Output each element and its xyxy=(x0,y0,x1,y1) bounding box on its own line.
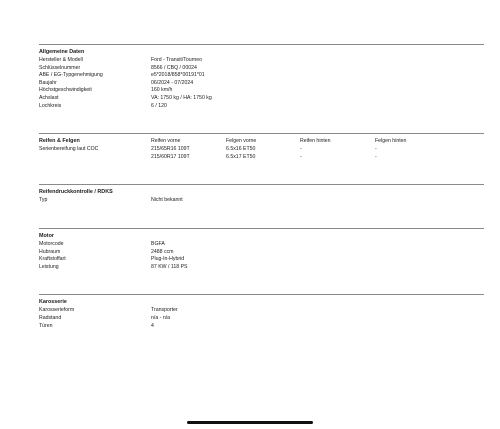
row-label: Höchstgeschwindigkeit xyxy=(39,87,92,94)
row-value: n/a - n/a xyxy=(151,314,171,321)
column-header-front-rims: Felgen vorne xyxy=(226,138,257,145)
rim-front-size: 6.5x16 ET50 xyxy=(226,146,256,153)
tire-front-size: 215/65R16 109T xyxy=(151,146,190,153)
column-header-front-tires: Reifen vorne xyxy=(151,138,181,145)
row-label: Karosserieform xyxy=(39,307,75,314)
body-row-form xyxy=(39,307,484,315)
general-row-manufacturer xyxy=(39,57,484,65)
section-title-rdks: Reifendruckkontrolle / RDKS xyxy=(39,189,113,196)
row-label: Baujahr xyxy=(39,79,57,86)
row-value: 2488 ccm xyxy=(151,248,174,255)
general-row-key-number xyxy=(39,65,484,73)
general-row-bolt-pattern xyxy=(39,103,484,111)
engine-row-code xyxy=(39,241,484,249)
section-tires xyxy=(39,133,484,161)
row-value: 8566 / CBQ / 00024 xyxy=(151,64,197,71)
tire-row-label: Serienbereifung laut COC xyxy=(39,146,99,153)
section-title-tires: Reifen & Felgen xyxy=(39,138,80,145)
general-row-top-speed xyxy=(39,87,484,95)
section-title-body: Karosserie xyxy=(39,299,67,306)
engine-row-power xyxy=(39,264,484,272)
tire-rear-size: - xyxy=(300,153,302,160)
row-label: Leistung xyxy=(39,263,59,270)
row-value: 160 km/h xyxy=(151,87,173,94)
engine-row-fuel-type xyxy=(39,256,484,264)
row-value: Plug-In-Hybrid xyxy=(151,256,185,263)
row-value: 4 xyxy=(151,322,154,329)
tires-header-row xyxy=(39,138,484,146)
table-row xyxy=(39,146,484,154)
row-value: 6 / 120 xyxy=(151,102,167,109)
row-value: e5*2018/858*00191*01 xyxy=(151,72,205,79)
home-indicator[interactable] xyxy=(187,421,313,424)
rim-rear-size: - xyxy=(375,146,377,153)
tire-front-size: 215/60R17 109T xyxy=(151,153,190,160)
row-value: VA: 1750 kg / HA: 1750 kg xyxy=(151,94,212,101)
rim-front-size: 6.5x17 ET50 xyxy=(226,153,256,160)
section-body xyxy=(39,294,484,330)
general-row-axle-load xyxy=(39,95,484,103)
row-value: Transporter xyxy=(151,307,178,314)
row-label: ABE / EG-Typgenehmigung xyxy=(39,72,103,79)
tire-rear-size: - xyxy=(300,146,302,153)
general-row-type-approval xyxy=(39,72,484,80)
tire-row-label xyxy=(39,154,151,162)
row-label: Achslast xyxy=(39,94,59,101)
section-title-engine: Motor xyxy=(39,232,54,239)
row-label: Hubraum xyxy=(39,248,61,255)
column-header-rear-tires: Reifen hinten xyxy=(300,138,331,145)
row-label: Typ xyxy=(39,197,48,204)
row-value: 06/2024 - 07/2024 xyxy=(151,79,194,86)
engine-row-displacement xyxy=(39,249,484,257)
section-title-general: Allgemeine Daten xyxy=(39,49,85,55)
section-general xyxy=(39,44,484,110)
row-label: Lochkreis xyxy=(39,102,62,109)
section-rdks xyxy=(39,184,484,205)
column-header-rear-rims: Felgen hinten xyxy=(375,138,407,145)
row-value: Nicht bekannt xyxy=(151,197,183,204)
table-row xyxy=(39,154,484,162)
row-label: Motorcode xyxy=(39,240,64,247)
body-row-wheelbase xyxy=(39,315,484,323)
vehicle-data-document xyxy=(39,44,484,353)
body-row-doors xyxy=(39,323,484,331)
rdks-row-type xyxy=(39,197,484,205)
row-label: Kraftstoffart xyxy=(39,256,66,263)
row-value: 87 KW / 118 PS xyxy=(151,263,188,270)
row-value: Ford - Transit/Tourneo xyxy=(151,57,203,63)
row-label: Türen xyxy=(39,322,53,329)
row-label: Schlüsselnummer xyxy=(39,64,81,71)
rim-rear-size: - xyxy=(375,153,377,160)
row-value: BGFA xyxy=(151,240,165,247)
general-row-build-year xyxy=(39,80,484,88)
row-label: Hersteller & Modell xyxy=(39,57,83,63)
row-label: Radstand xyxy=(39,314,62,321)
section-engine xyxy=(39,228,484,271)
